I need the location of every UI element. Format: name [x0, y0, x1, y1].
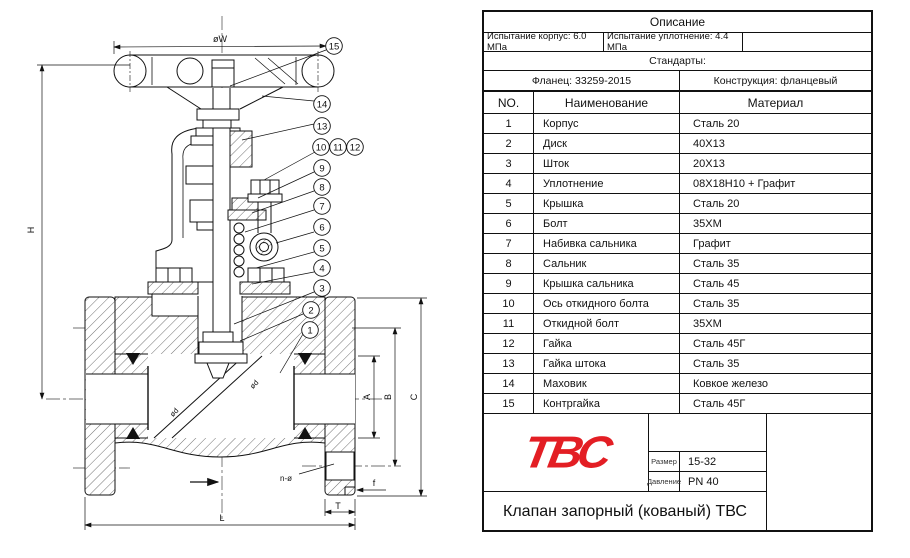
dim-b-label: B	[383, 393, 393, 401]
callout-9	[314, 160, 331, 177]
part-name: Контргайка	[534, 394, 680, 413]
col-header-material: Материал	[747, 95, 804, 110]
table-row	[484, 354, 871, 374]
col-header-no: NO.	[484, 92, 534, 113]
part-no: 9	[484, 274, 534, 293]
part-material: Сталь 35	[693, 357, 740, 370]
part-material: Ковкое железо	[693, 377, 769, 390]
locknut	[212, 60, 234, 87]
part-no: 3	[484, 154, 534, 173]
svg-text:5: 5	[319, 243, 325, 255]
dim-d1-label: ød	[167, 406, 181, 419]
size-value: 15-32	[680, 452, 767, 472]
callout-11	[330, 139, 347, 156]
part-name: Гайка	[534, 334, 680, 353]
table-row	[484, 254, 871, 274]
part-name: Гайка штока	[534, 354, 680, 373]
callout-4	[314, 260, 331, 277]
dim-f-label: f	[372, 478, 376, 488]
part-material: Сталь 45Г	[693, 397, 746, 410]
svg-text:11: 11	[333, 142, 343, 154]
table-row	[484, 214, 871, 234]
callout-10	[313, 139, 330, 156]
svg-text:15: 15	[328, 41, 340, 53]
part-name: Откидной болт	[534, 314, 680, 333]
disc-nut	[203, 332, 233, 342]
construction-value: Конструкция: фланцевый	[713, 74, 838, 87]
part-name: Болт	[534, 214, 680, 233]
part-name: Сальник	[534, 254, 680, 273]
svg-text:12: 12	[349, 142, 361, 154]
standards-label: Стандарты:	[649, 55, 706, 67]
logo-cell	[484, 414, 649, 492]
title-block-empty-cell	[649, 414, 767, 452]
wheel-boss	[177, 58, 203, 84]
svg-text:7: 7	[319, 201, 325, 213]
test-row	[484, 33, 871, 52]
svg-text:6: 6	[319, 222, 325, 234]
part-no: 12	[484, 334, 534, 353]
part-name: Диск	[534, 134, 680, 153]
dim-c-label: C	[409, 393, 419, 401]
part-no: 2	[484, 134, 534, 153]
table-row	[484, 314, 871, 334]
tbc-logo: ТВС	[519, 427, 613, 477]
size-label: Размер	[649, 452, 680, 472]
callout-15	[326, 38, 343, 55]
callout-7	[314, 198, 331, 215]
table-row	[484, 334, 871, 354]
part-name: Крышка	[534, 194, 680, 213]
svg-text:3: 3	[319, 283, 325, 295]
dim-h-label: H	[26, 226, 36, 234]
dim-t-label: T	[335, 501, 341, 511]
dim-d2-label: ød	[247, 378, 261, 391]
bolt-hole	[326, 452, 354, 480]
col-header-name: Наименование	[534, 92, 680, 113]
eyebolt-nut	[251, 180, 279, 194]
dim-n-label: n-ø	[280, 474, 292, 483]
part-name: Маховик	[534, 374, 680, 393]
svg-text:1: 1	[307, 325, 313, 337]
part-material: 20X13	[693, 157, 725, 170]
disc	[199, 342, 243, 354]
svg-text:9: 9	[319, 163, 325, 175]
table-row	[484, 374, 871, 394]
bolt-nut-right	[248, 268, 284, 282]
part-name: Крышка сальника	[534, 274, 680, 293]
part-no: 4	[484, 174, 534, 193]
flange-row	[484, 71, 871, 92]
table-row	[484, 194, 871, 214]
spec-table	[482, 10, 873, 532]
svg-text:2: 2	[308, 305, 314, 317]
callout-8	[314, 179, 331, 196]
pressure-label: Давление	[649, 472, 680, 492]
product-title: Клапан запорный (кованый) ТВС	[484, 492, 767, 532]
part-material: Сталь 35	[693, 257, 740, 270]
part-material: Сталь 45	[693, 277, 740, 290]
svg-text:14: 14	[316, 99, 328, 111]
svg-text:8: 8	[319, 182, 325, 194]
part-name: Корпус	[534, 114, 680, 133]
part-material: Сталь 45Г	[693, 337, 746, 350]
part-no: 15	[484, 394, 534, 413]
part-no: 14	[484, 374, 534, 393]
flange-value: Фланец: 33259-2015	[484, 71, 680, 90]
svg-text:10: 10	[315, 142, 327, 154]
title-block	[484, 414, 871, 532]
part-no: 1	[484, 114, 534, 133]
title-block-right-cell	[767, 414, 873, 532]
svg-text:13: 13	[316, 121, 328, 133]
dim-a-label: A	[362, 393, 372, 401]
packing-rings	[234, 267, 244, 277]
part-material: 35XM	[693, 217, 722, 230]
part-material: Сталь 35	[693, 297, 740, 310]
part-no: 10	[484, 294, 534, 313]
test-seal-value: Испытание уплотнение: 4.4 МПа	[604, 33, 743, 51]
part-name: Ось откидного болта	[534, 294, 680, 313]
part-material: 08X18H10 + Графит	[693, 177, 796, 190]
description-header: Описание	[649, 15, 706, 29]
part-material: Сталь 20	[693, 117, 740, 130]
table-row	[484, 134, 871, 154]
dim-l-label: L	[219, 513, 225, 523]
callout-13	[314, 118, 331, 135]
table-row	[484, 114, 871, 134]
pressure-value: PN 40	[680, 472, 767, 492]
callout-14	[314, 96, 331, 113]
svg-text:4: 4	[319, 263, 325, 275]
table-row	[484, 154, 871, 174]
part-name: Уплотнение	[534, 174, 680, 193]
callout-5	[314, 240, 331, 257]
part-no: 13	[484, 354, 534, 373]
part-material: Сталь 20	[693, 197, 740, 210]
part-material: Графит	[693, 237, 731, 250]
bolt-nut-left	[156, 268, 192, 282]
callout-3	[314, 280, 331, 297]
table-row	[484, 274, 871, 294]
description-header-row	[484, 12, 871, 33]
part-no: 5	[484, 194, 534, 213]
part-no: 7	[484, 234, 534, 253]
part-material: 35XM	[693, 317, 722, 330]
standards-row	[484, 52, 871, 71]
part-no: 11	[484, 314, 534, 333]
part-no: 8	[484, 254, 534, 273]
callout-6	[314, 219, 331, 236]
callout-1	[302, 322, 319, 339]
test-body-value: Испытание корпус: 6.0 МПа	[484, 33, 604, 51]
callout-12	[347, 139, 364, 156]
gland-flange	[228, 210, 266, 220]
table-row	[484, 394, 871, 414]
table-row	[484, 174, 871, 194]
table-row	[484, 234, 871, 254]
callout-2	[303, 302, 320, 319]
part-name: Набивка сальника	[534, 234, 680, 253]
part-material: 40X13	[693, 137, 725, 150]
part-no: 6	[484, 214, 534, 233]
dim-w-label: øW	[213, 34, 227, 44]
part-name: Шток	[534, 154, 680, 173]
table-row	[484, 294, 871, 314]
test-empty-cell	[743, 33, 871, 51]
parts-header-row	[484, 92, 871, 114]
